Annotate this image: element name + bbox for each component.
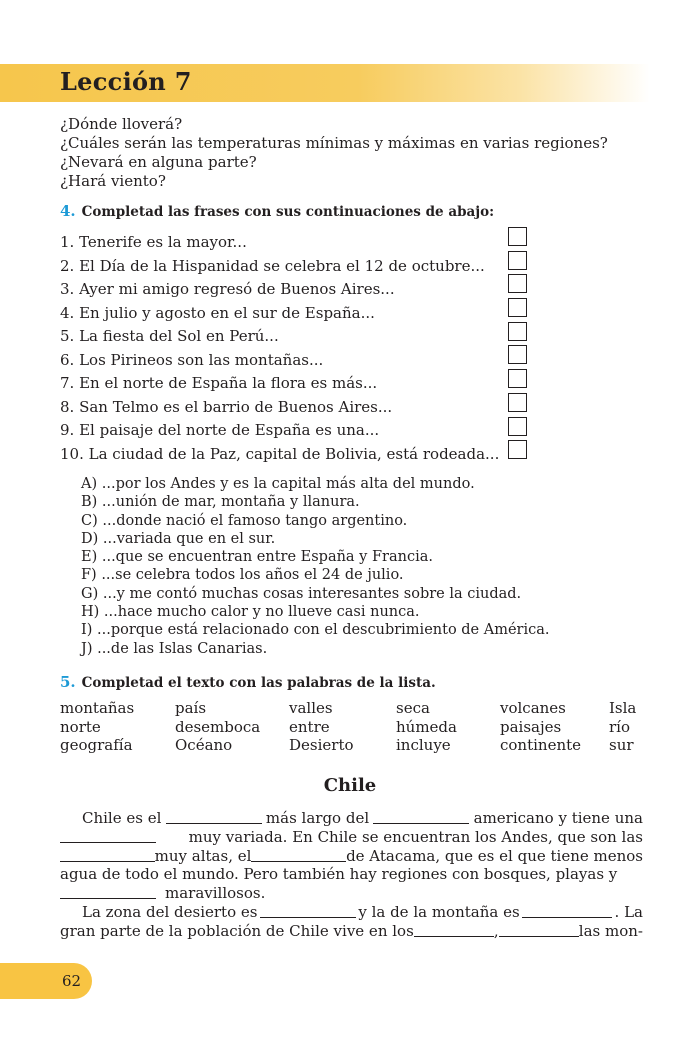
blank-field[interactable] — [373, 809, 469, 824]
word-item: Isla — [609, 699, 637, 717]
text-segment: americano y tiene una — [473, 809, 643, 827]
answer-box[interactable] — [508, 251, 527, 270]
ending-item: H) ...hace mucho calor y no llueve casi nunca. — [81, 604, 420, 621]
ending-item: B) ...unión de mar, montaña y llanura. — [81, 494, 360, 511]
sentence-item: 7. En el norte de España la flora es más... — [60, 374, 378, 392]
text-line — [60, 922, 643, 941]
blank-field[interactable] — [251, 847, 346, 862]
text-line — [60, 847, 643, 866]
word-item: valles — [289, 699, 333, 717]
ending-item: J) ...de las Islas Canarias. — [81, 640, 268, 657]
word-item: país — [175, 699, 207, 717]
sentence-item: 1. Tenerife es la mayor... — [60, 233, 247, 251]
text-segment: maravillosos. — [165, 884, 266, 903]
sentence-item: 4. En julio y agosto en el sur de España... — [60, 303, 375, 322]
exercise-4-heading — [60, 202, 494, 220]
answer-box[interactable] — [508, 369, 527, 388]
text-segment: , — [493, 921, 499, 940]
text-segment: y la de la montaña es — [358, 903, 520, 921]
text-title: Chile — [323, 775, 377, 796]
intro-question: ¿Cuáles serán las temperaturas mínimas y máximas en varias regiones? — [60, 134, 608, 152]
exercise-5-instruction: Completad el texto con las palabras de la lista. — [81, 675, 436, 691]
blank-field[interactable] — [260, 903, 356, 918]
text-segment: . La — [614, 903, 643, 921]
word-item: paisajes — [500, 717, 562, 736]
text-segment: muy variada. En Chile se encuentran los Andes, que son las — [188, 827, 643, 846]
word-item: Desierto — [289, 736, 354, 754]
text-paragraph-1 — [60, 809, 643, 903]
lesson-title: Lección 7 — [60, 67, 192, 96]
blank-field[interactable] — [522, 903, 612, 918]
page-number: 62 — [62, 972, 82, 990]
blank-field[interactable] — [166, 809, 262, 824]
text-segment: las mon- — [578, 921, 643, 940]
exercise-4-sentences — [60, 231, 499, 466]
text-segment: Chile es el — [82, 809, 162, 827]
sentence-item: 5. La fiesta del Sol en Perú... — [60, 327, 279, 345]
ending-item: D) ...variada que en el sur. — [81, 530, 276, 547]
ending-item: G) ...y me contó muchas cosas interesantes sobre la ciudad. — [81, 585, 522, 602]
word-item: húmeda — [396, 717, 457, 736]
intro-question: ¿Nevará en alguna parte? — [60, 153, 257, 171]
sentence-item: 3. Ayer mi amigo regresó de Buenos Aires... — [60, 280, 395, 298]
text-segment: de Atacama, que es el que tiene menos — [346, 846, 643, 865]
exercise-4-number: 4. — [60, 202, 76, 220]
ending-item: F) ...se celebra todos los años el 24 de julio. — [81, 567, 404, 584]
ending-item: E) ...que se encuentran entre España y Francia. — [81, 549, 433, 566]
word-item: entre — [289, 717, 330, 736]
intro-question: ¿Hará viento? — [60, 172, 166, 190]
ending-item: C) ...donde nació el famoso tango argentino. — [81, 512, 408, 529]
text-line — [60, 884, 643, 903]
ending-item: A) ...por los Andes y es la capital más alta del mundo. — [81, 476, 475, 492]
word-item: volcanes — [500, 699, 566, 717]
sentence-item: 10. La ciudad de la Paz, capital de Bolivia, está rodeada... — [60, 444, 500, 463]
answer-box[interactable] — [508, 345, 527, 364]
text-segment: gran parte de la población de Chile vive en los — [60, 921, 414, 940]
word-item: montañas — [60, 699, 135, 717]
answer-box[interactable] — [508, 274, 527, 293]
word-item: norte — [60, 717, 101, 736]
blank-field[interactable] — [60, 828, 156, 843]
blank-field[interactable] — [60, 884, 156, 899]
blank-field[interactable] — [499, 922, 579, 937]
word-item: geografía — [60, 736, 133, 754]
word-item: incluye — [396, 736, 451, 754]
exercise-4-instruction: Completad las frases con sus continuaciones de abajo: — [81, 204, 495, 220]
word-item: río — [609, 717, 630, 736]
answer-box[interactable] — [508, 417, 527, 436]
exercise-4-endings — [81, 475, 550, 658]
word-item: seca — [396, 699, 430, 717]
sentence-item: 9. El paisaje del norte de España es una... — [60, 421, 380, 439]
blank-field[interactable] — [414, 922, 494, 937]
sentence-item: 2. El Día de la Hispanidad se celebra el 12 de octubre... — [60, 256, 485, 275]
ending-item: I) ...porque está relacionado con el descubrimiento de América. — [81, 622, 550, 639]
text-line — [60, 865, 643, 884]
answer-box[interactable] — [508, 298, 527, 317]
exercise-5-heading — [60, 673, 436, 691]
intro-question: ¿Dónde lloverá? — [60, 115, 183, 133]
sentence-item: 8. San Telmo es el barrio de Buenos Aires... — [60, 397, 393, 416]
text-segment: La zona del desierto es — [82, 903, 258, 921]
exercise-5-number: 5. — [60, 673, 76, 691]
answer-box[interactable] — [508, 322, 527, 341]
word-item: Océano — [175, 736, 233, 754]
sentence-item: 6. Los Pirineos son las montañas... — [60, 350, 324, 369]
answer-box[interactable] — [508, 227, 527, 246]
blank-field[interactable] — [60, 847, 155, 862]
word-item: continente — [500, 736, 582, 754]
answer-boxes — [508, 227, 527, 464]
text-line — [60, 903, 643, 922]
text-paragraph-2 — [60, 903, 643, 941]
text-line — [60, 828, 643, 847]
intro-questions — [60, 115, 608, 191]
answer-box[interactable] — [508, 440, 527, 459]
text-segment: agua de todo el mundo. Pero también hay regiones con bosques, playas y — [60, 865, 618, 884]
text-segment: muy altas, el — [154, 846, 252, 865]
text-line — [60, 809, 643, 828]
answer-box[interactable] — [508, 393, 527, 412]
word-item: desemboca — [175, 717, 261, 736]
word-item: sur — [609, 736, 634, 754]
text-segment: más largo del — [265, 809, 370, 827]
